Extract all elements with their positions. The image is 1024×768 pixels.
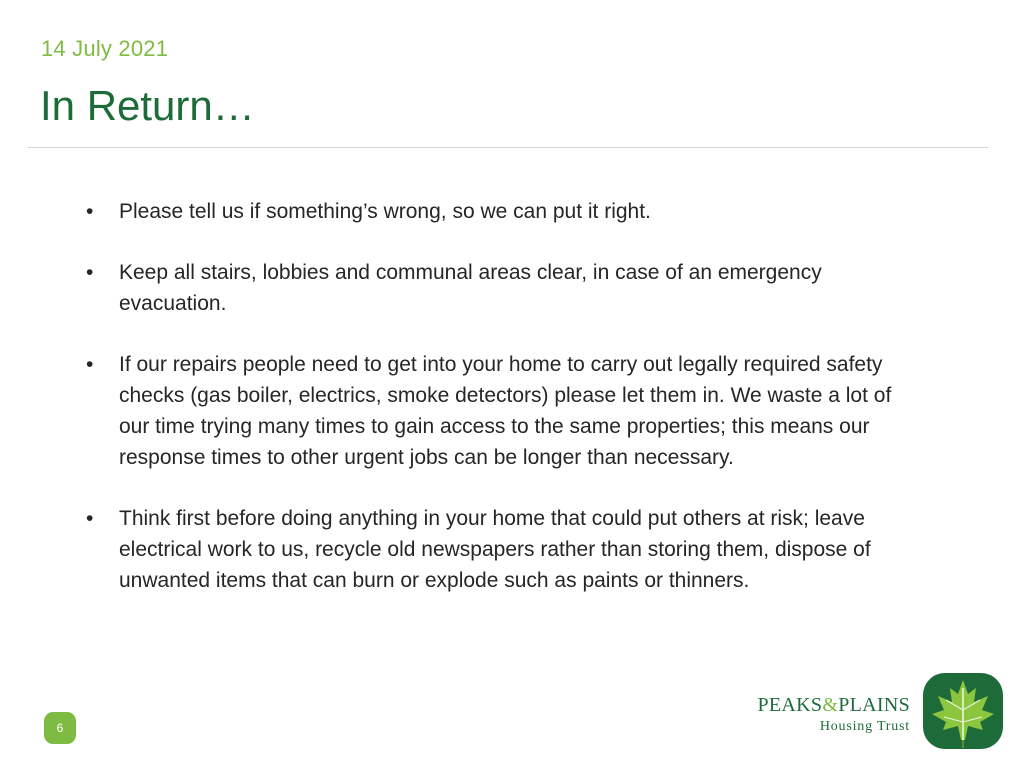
bullet-text: If our repairs people need to get into your home to carry out legally required safety checks (gas boiler, electrics, smoke detectors) please let them in. We waste a lot of our time trying many times to gain access to the same properties; this means our response times to other urgent jobs can be longer than necessary.: [119, 353, 892, 469]
logo-name: [757, 694, 910, 717]
logo-name-part1: PEAKS: [757, 694, 823, 716]
page-number-badge: 6: [44, 712, 76, 744]
bullet-item: [86, 196, 906, 227]
bullet-item: [86, 257, 906, 319]
bullet-item: [86, 503, 906, 596]
bullet-text: Please tell us if something’s wrong, so we can put it right.: [119, 200, 651, 223]
bullet-marker: •: [86, 353, 94, 376]
bullet-marker: •: [86, 200, 94, 223]
logo-wordmark: [757, 694, 910, 735]
slide-date: 14 July 2021: [41, 36, 169, 61]
bullet-list: [86, 196, 906, 626]
organisation-logo: [744, 670, 1006, 752]
logo-subtitle: Housing Trust: [819, 719, 910, 734]
logo-name-part2: PLAINS: [838, 694, 910, 716]
slide-title: In Return…: [40, 82, 255, 129]
bullet-text: Think first before doing anything in your home that could put others at risk; leave electrical work to us, recycle old newspapers rather than storing them, dispose of unwanted items that can burn or explode such as paints or thinners.: [119, 507, 871, 592]
bullet-marker: •: [86, 507, 94, 530]
title-divider: [28, 147, 988, 148]
logo-ampersand: &: [822, 694, 839, 716]
bullet-text: Keep all stairs, lobbies and communal areas clear, in case of an emergency evacuation.: [119, 261, 822, 315]
bullet-marker: •: [86, 261, 94, 284]
maple-leaf-icon: [920, 670, 1006, 752]
bullet-item: [86, 349, 906, 473]
